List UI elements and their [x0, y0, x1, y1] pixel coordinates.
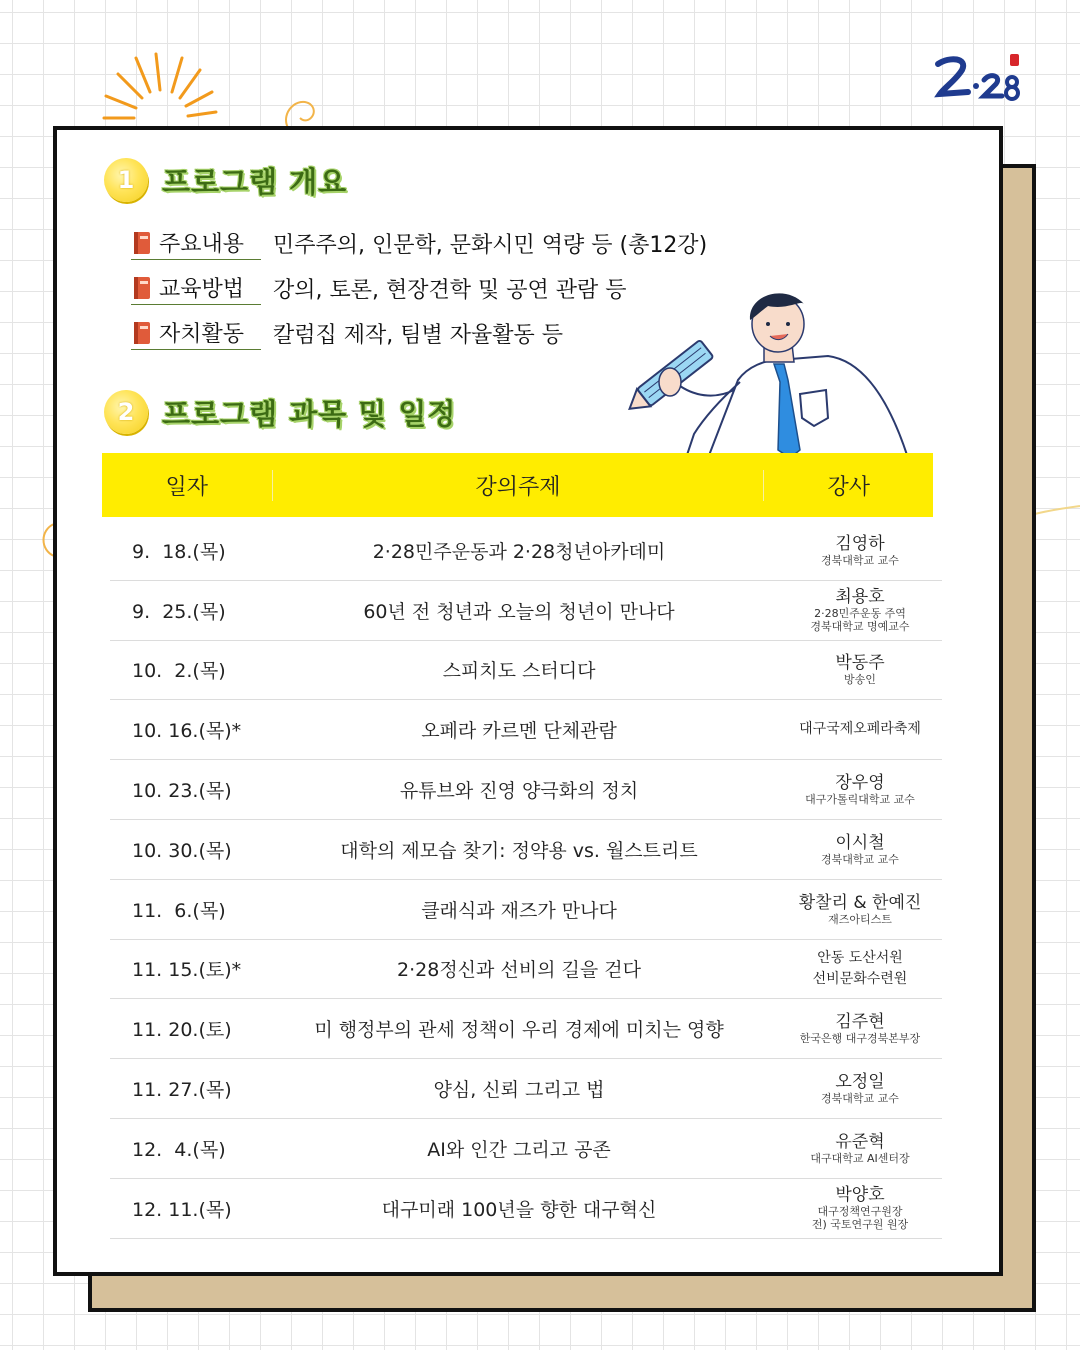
lecturer-affiliation: 경북대학교 교수	[821, 1092, 899, 1106]
table-row	[110, 940, 942, 1000]
row-topic: 2·28민주운동과 2·28청년아카데미	[372, 540, 666, 563]
row-topic: 대구미래 100년을 향한 대구혁신	[381, 1198, 657, 1221]
section-1-heading	[104, 158, 347, 202]
lecturer-name: 박양호	[835, 1185, 885, 1206]
overview-row-activity	[131, 316, 563, 350]
row-topic: 2·28정신과 선비의 길을 걷다	[397, 959, 641, 982]
table-row	[110, 880, 942, 940]
row-lecturer	[778, 893, 942, 926]
lecturer-name: 이시철	[835, 832, 885, 853]
book-icon	[131, 230, 153, 256]
overview-row-content	[131, 226, 707, 260]
book-icon	[131, 275, 153, 301]
row-lecturer	[778, 1132, 942, 1165]
lecturer-affiliation: 한국은행 대구경북본부장	[799, 1032, 921, 1046]
row-date: 10. 2.(목)	[132, 660, 226, 683]
row-topic: AI와 인간 그리고 공존	[427, 1138, 611, 1161]
lecturer-affiliation: 전) 국토연구원 원장	[811, 1218, 909, 1232]
row-topic: 대학의 제모습 찾기: 정약용 vs. 월스트리트	[340, 839, 698, 862]
lecturer-name: 오정일	[835, 1072, 885, 1093]
row-date: 11. 15.(토)*	[132, 959, 242, 982]
header-lecturer: 강사	[827, 474, 870, 500]
overview-row-method	[131, 271, 626, 305]
row-lecturer	[778, 1185, 942, 1231]
row-date: 10. 23.(목)	[132, 780, 232, 803]
table-row	[110, 760, 942, 820]
overview-label: 주요내용	[159, 232, 245, 257]
sunburst-decoration	[100, 48, 220, 138]
lecturer-affiliation: 대구가톨릭대학교 교수	[805, 793, 915, 807]
row-date: 9. 18.(목)	[132, 540, 226, 563]
lecturer-affiliation: 2·28민주운동 주역	[814, 607, 906, 621]
overview-value: 강의, 토론, 현장견학 및 공연 관람 등	[273, 277, 627, 303]
lecturer-affiliation: 방송인	[844, 673, 876, 687]
lecturer-affiliation: 경북대학교 교수	[821, 852, 899, 866]
lecturer-name: 장우영	[835, 773, 885, 794]
student-illustration	[628, 290, 918, 458]
lecturer-name: 김주현	[835, 1012, 885, 1033]
row-lecturer	[778, 534, 942, 567]
table-row	[110, 641, 942, 701]
table-row	[110, 999, 942, 1059]
section-2-title: 프로그램 과목 및 일정	[162, 396, 457, 431]
row-lecturer	[778, 653, 942, 686]
row-date: 11. 20.(토)	[132, 1019, 232, 1042]
table-row	[110, 1179, 942, 1239]
row-lecturer	[778, 1012, 942, 1045]
row-topic: 오페라 카르멘 단체관람	[421, 720, 617, 743]
lecturer-affiliation: 대구정책연구원장	[817, 1205, 903, 1219]
lecturer-affiliation: 재즈아티스트	[828, 912, 892, 926]
row-date: 12. 11.(목)	[132, 1198, 232, 1221]
logo-228	[932, 50, 1024, 106]
row-date: 11. 6.(목)	[132, 899, 226, 922]
row-topic: 미 행정부의 관세 정책이 우리 경제에 미치는 영향	[314, 1019, 724, 1042]
row-date: 12. 4.(목)	[132, 1138, 226, 1161]
row-date: 11. 27.(목)	[132, 1079, 232, 1102]
row-date: 9. 25.(목)	[132, 600, 226, 623]
lecturer-name: 박동주	[835, 653, 885, 674]
lecturer-name: 김영하	[835, 533, 885, 554]
lecturer-name: 유준혁	[835, 1131, 885, 1152]
lecturer-name: 최용호	[835, 587, 885, 608]
lecturer-affiliation: 대구국제오페라축제	[799, 721, 921, 738]
lecturer-name: 황찰리 & 한예진	[798, 892, 922, 913]
row-topic: 60년 전 청년과 오늘의 청년이 만나다	[363, 600, 675, 623]
lecturer-affiliation: 경북대학교 교수	[821, 553, 899, 567]
row-date: 10. 16.(목)*	[132, 720, 242, 743]
row-lecturer	[778, 719, 942, 740]
section-2-number: 2	[104, 390, 148, 434]
table-row	[110, 700, 942, 760]
row-lecturer	[778, 1072, 942, 1105]
table-row	[110, 1119, 942, 1179]
section-2-heading	[104, 390, 456, 434]
section-1-title: 프로그램 개요	[162, 164, 348, 199]
schedule-table-header	[102, 453, 933, 517]
row-topic: 클래식과 재즈가 만나다	[421, 899, 617, 922]
row-lecturer	[778, 833, 942, 866]
header-date: 일자	[102, 470, 273, 501]
overview-label: 교육방법	[159, 277, 245, 302]
row-lecturer	[778, 773, 942, 806]
overview-label: 자치활동	[159, 322, 245, 347]
row-topic: 유튜브와 진영 양극화의 정치	[399, 780, 639, 803]
overview-value: 칼럼집 제작, 팀별 자율활동 등	[273, 322, 563, 348]
lecturer-affiliation: 경북대학교 명예교수	[810, 620, 910, 634]
section-1-number: 1	[104, 158, 148, 202]
overview-value: 민주주의, 인문학, 문화시민 역량 등 (총12강)	[273, 232, 708, 258]
header-topic: 강의주제	[273, 470, 765, 501]
lecturer-affiliation: 대구대학교 AI센터장	[810, 1151, 910, 1165]
row-lecturer	[778, 587, 942, 633]
table-row	[110, 1059, 942, 1119]
table-row	[110, 521, 942, 581]
table-row	[110, 581, 942, 641]
lecturer-affiliation: 안동 도산서원	[817, 949, 903, 966]
lecturer-affiliation: 선비문화수련원	[812, 970, 908, 987]
table-row	[110, 820, 942, 880]
row-topic: 양심, 신뢰 그리고 법	[433, 1079, 605, 1102]
row-topic: 스피치도 스터디다	[442, 660, 596, 683]
book-icon	[131, 320, 153, 346]
row-lecturer	[778, 948, 942, 990]
row-date: 10. 30.(목)	[132, 839, 232, 862]
